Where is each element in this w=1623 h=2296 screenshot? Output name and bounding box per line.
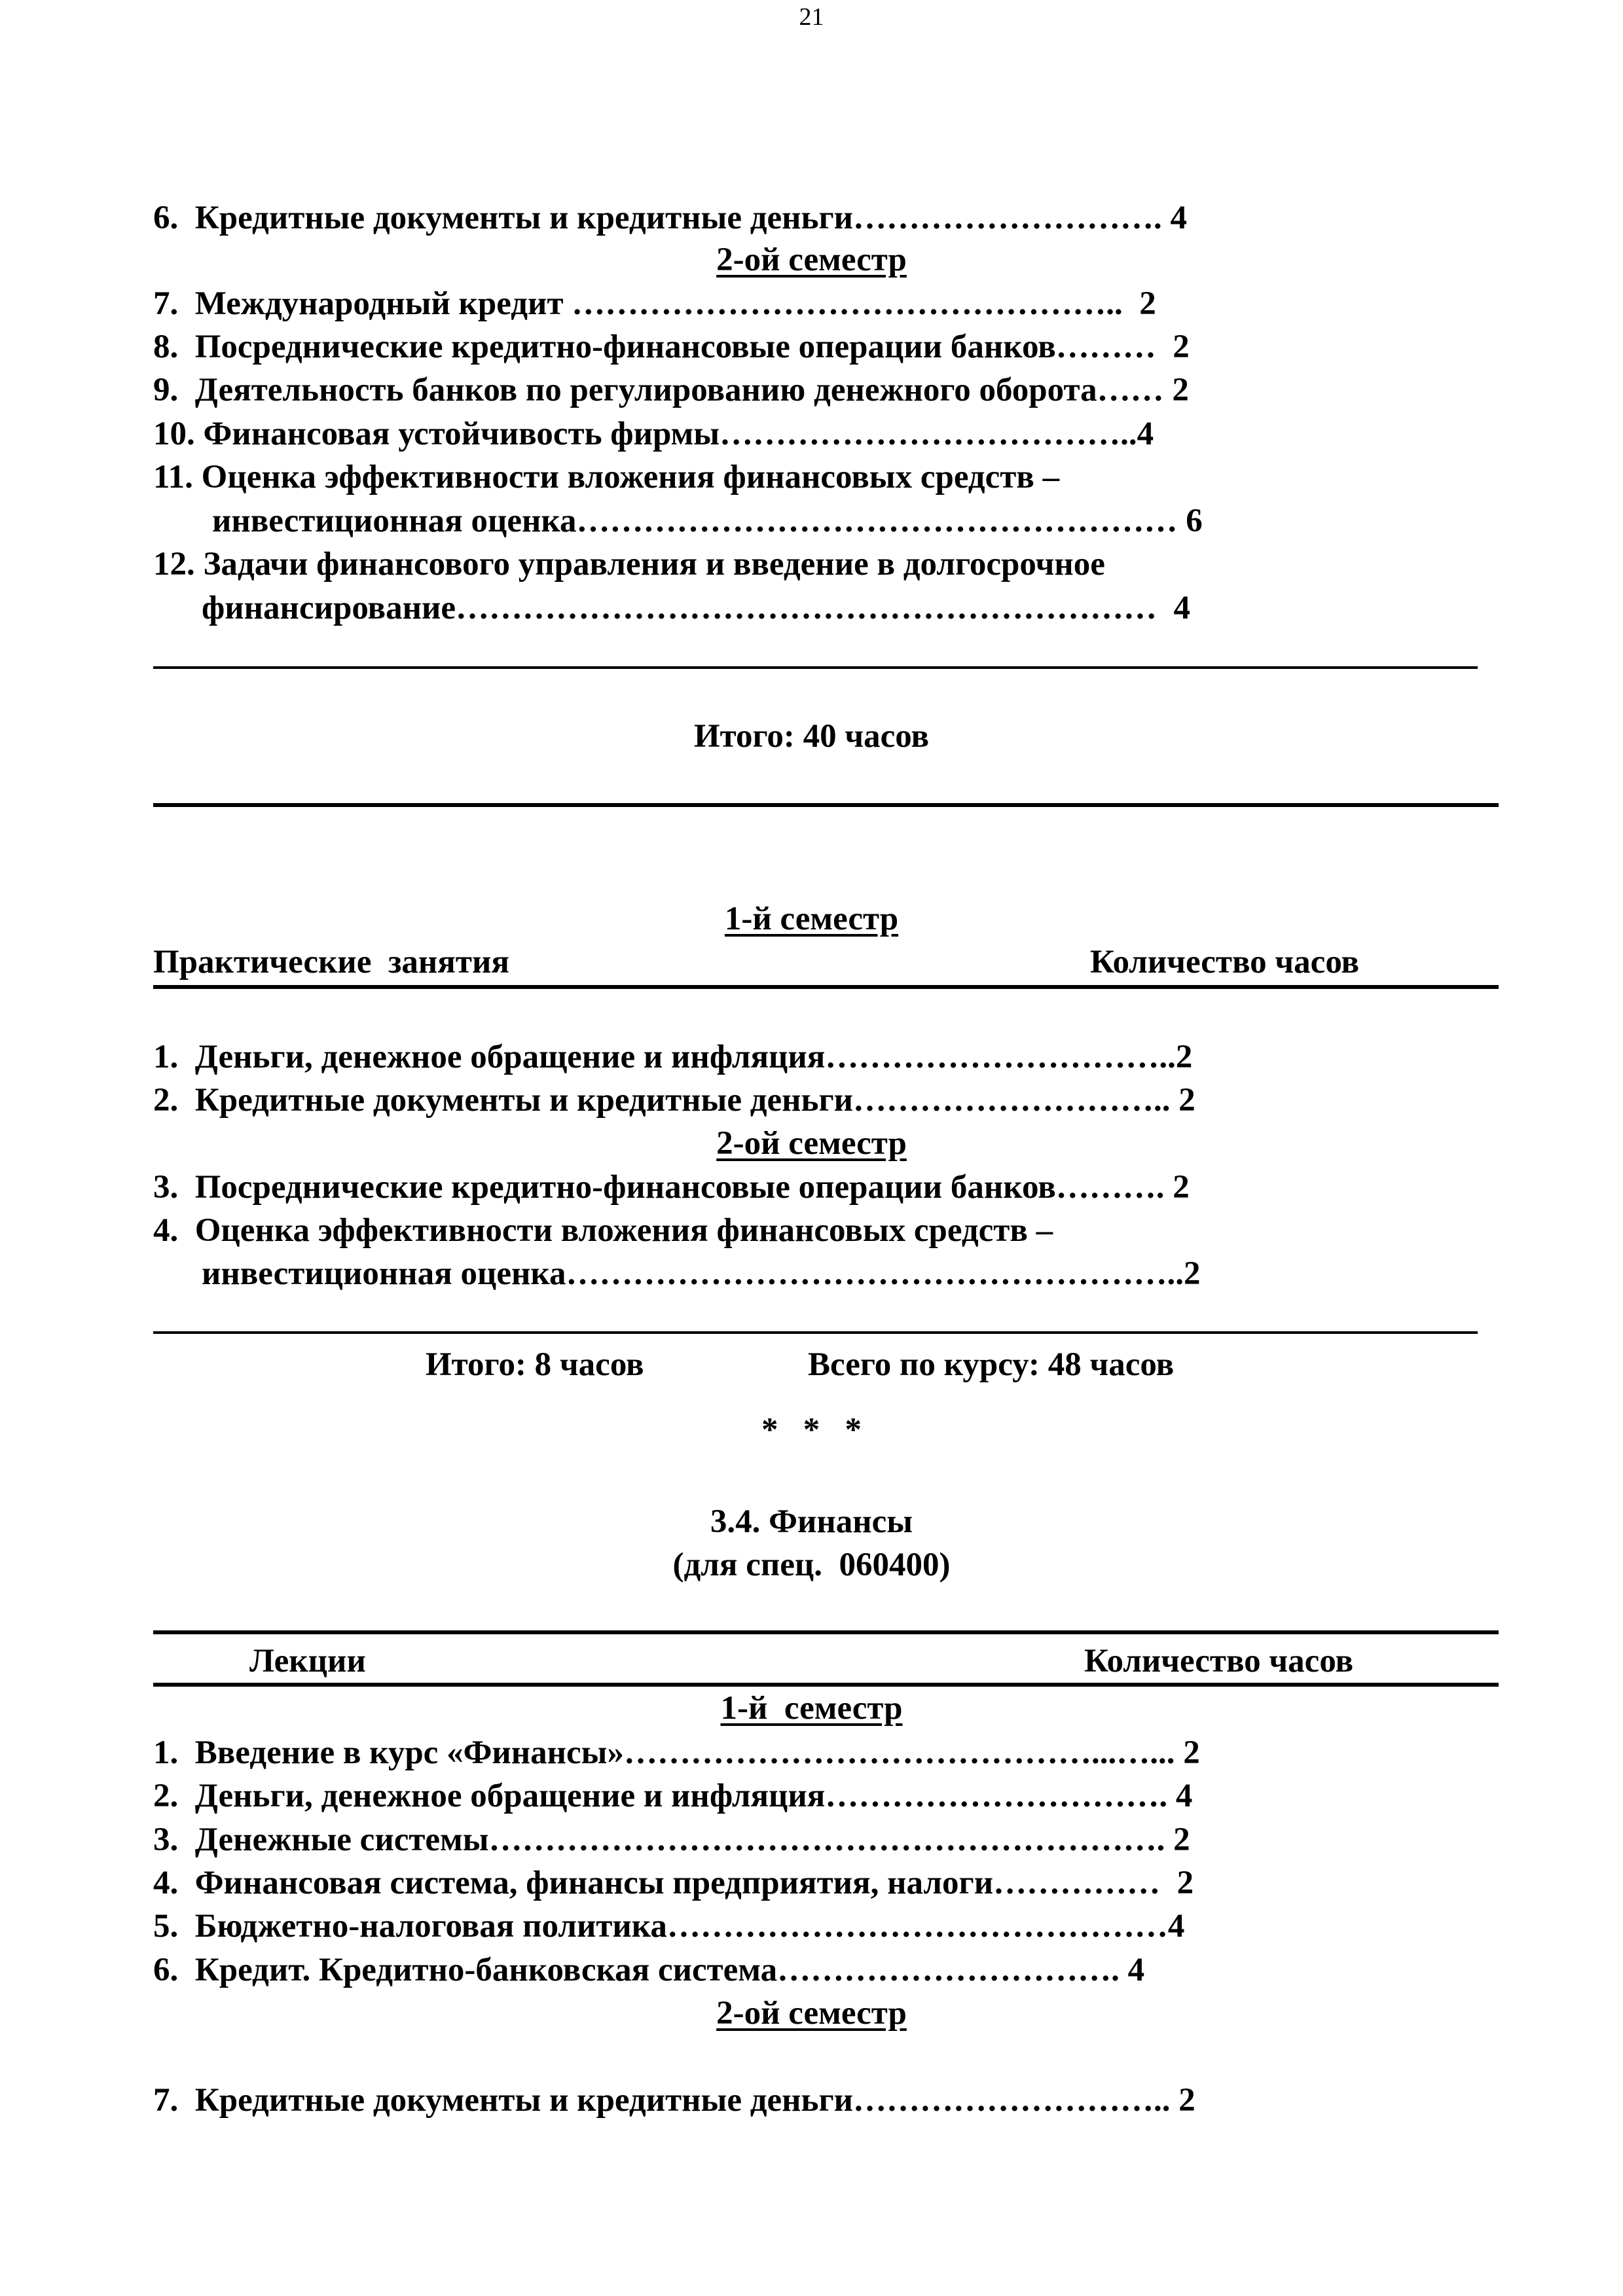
lecture-item-9: 9. Деятельность банков по регулированию денежного оборота…… 2 — [153, 372, 1189, 408]
lecture-item-7: 7. Международный кредит ………………………………………….. 2 — [153, 285, 1156, 322]
finance-item-3: 3. Денежные системы……………………………………………………. 2 — [153, 1821, 1190, 1858]
column-header-hours: Количество часов — [1090, 944, 1360, 980]
lecture-item-11: 11. Оценка эффективности вложения финансовых средств – — [153, 459, 1060, 495]
divider — [153, 1630, 1499, 1634]
divider — [153, 666, 1478, 669]
lecture-item-11-cont: инвестиционная оценка……………………………………………… 6 — [212, 503, 1203, 539]
practical-item-4: 4. Оценка эффективности вложения финансовых средств – — [153, 1212, 1053, 1249]
semester-2-heading: 2-ой семестр — [716, 242, 907, 278]
lecture-item-12-cont: финансирование……………………………………………………… 4 — [202, 590, 1191, 626]
practical-item-4-cont: инвестиционная оценка………………………………………………..2 — [202, 1255, 1201, 1292]
finance-item-4: 4. Финансовая система, финансы предприятия, налоги…………… 2 — [153, 1865, 1194, 1901]
total-hours: Итого: 8 часов — [426, 1346, 644, 1383]
page-number: 21 — [799, 3, 824, 31]
divider — [153, 803, 1499, 807]
finance-item-1: 1. Введение в курс «Финансы»……………………………………...…... 2 — [153, 1734, 1200, 1771]
course-total-hours: Всего по курсу: 48 часов — [808, 1346, 1175, 1383]
divider — [153, 985, 1499, 989]
finance-item-5: 5. Бюджетно-налоговая политика………………………………………4 — [153, 1908, 1185, 1945]
finance-item-7: 7. Кредитные документы и кредитные деньги……………………….. 2 — [153, 2082, 1195, 2119]
section-subtitle: (для спец. 060400) — [672, 1547, 951, 1583]
practical-item-3: 3. Посреднические кредитно-финансовые операции банков………. 2 — [153, 1169, 1190, 1206]
finance-item-2: 2. Деньги, денежное обращение и инфляция…………………………. 4 — [153, 1778, 1193, 1814]
semester-2-heading: 2-ой семестр — [716, 1995, 907, 2032]
finance-item-6: 6. Кредит. Кредитно-банковская система…………………………. 4 — [153, 1952, 1145, 1988]
semester-2-heading: 2-ой семестр — [716, 1125, 907, 1162]
separator-asterisks: * * * — [761, 1412, 862, 1448]
column-header-lectures: Лекции — [249, 1643, 366, 1679]
practical-item-2: 2. Кредитные документы и кредитные деньги……………………….. 2 — [153, 1082, 1195, 1119]
semester-1-heading: 1-й семестр — [724, 901, 899, 937]
section-title: 3.4. Финансы — [710, 1503, 913, 1540]
divider — [153, 1331, 1478, 1334]
semester-1-heading: 1-й семестр — [720, 1690, 903, 1727]
total-hours: Итого: 40 часов — [693, 718, 930, 755]
lecture-item-8: 8. Посреднические кредитно-финансовые операции банков……… 2 — [153, 329, 1190, 365]
practical-item-1: 1. Деньги, денежное обращение и инфляция…………………………..2 — [153, 1039, 1193, 1075]
lecture-item-12: 12. Задачи финансового управления и введение в долгосрочное — [153, 546, 1105, 583]
lecture-item-6: 6. Кредитные документы и кредитные деньги………………………. 4 — [153, 200, 1188, 236]
lecture-item-10: 10. Финансовая устойчивость фирмы………………………………..4 — [153, 416, 1154, 452]
column-header-practical: Практические занятия — [153, 944, 509, 980]
column-header-hours: Количество часов — [1084, 1643, 1354, 1679]
